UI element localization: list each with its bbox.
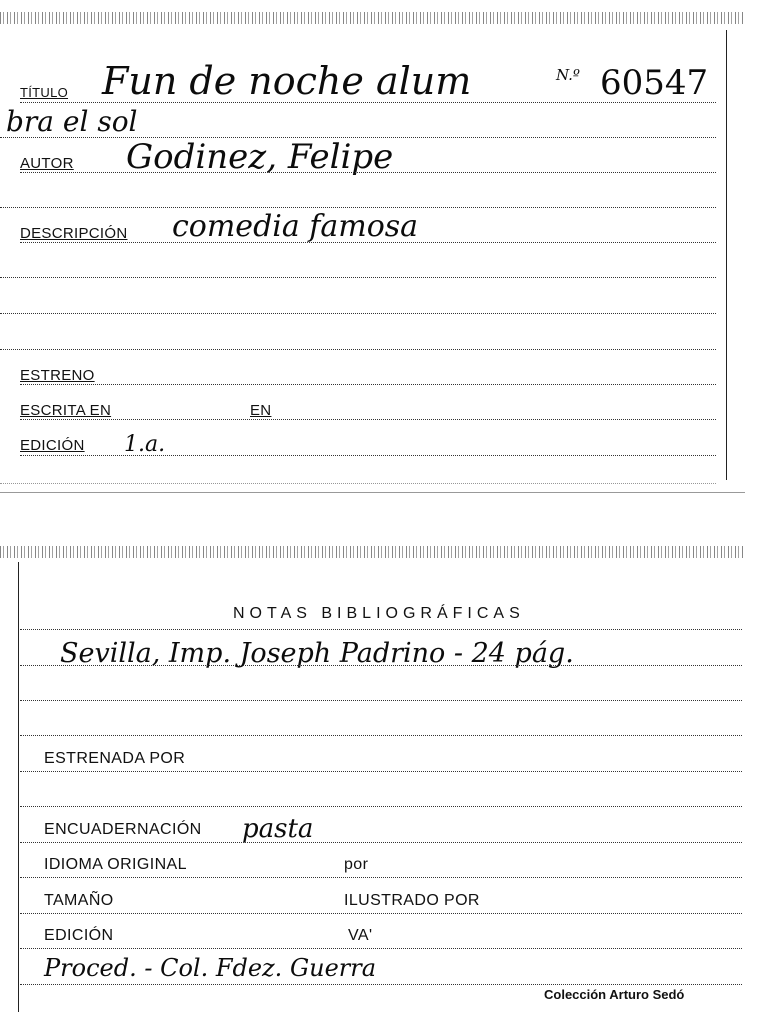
autor-line [20, 172, 716, 173]
proced-value: Proced. - Col. Fdez. Guerra [44, 954, 377, 982]
escrita-en-line [20, 419, 716, 420]
notas-value: Sevilla, Imp. Joseph Padrino - 24 pág. [60, 638, 574, 669]
edicion-label: EDICIÓN [20, 437, 85, 454]
edicion-value: 1.a. [124, 432, 166, 457]
titulo-label: TÍTULO [20, 85, 69, 100]
blank-line-2 [0, 277, 716, 278]
edicion-line [20, 455, 716, 456]
autor-value: Godinez, Felipe [126, 137, 394, 177]
edicion2-line [20, 948, 742, 949]
titulo-value: Fun de noche alum [102, 59, 472, 103]
notas-line-1 [20, 629, 742, 630]
por-label: por [344, 856, 369, 873]
idioma-original-label: IDIOMA ORIGINAL [44, 856, 187, 873]
titulo-value-line2: bra el sol [6, 105, 138, 138]
tamano-line [20, 913, 742, 914]
escrita-en-label: ESCRITA EN [20, 402, 112, 419]
edicion2-label: EDICIÓN [44, 927, 114, 944]
tamano-label: TAMAÑO [44, 892, 114, 909]
notas-line-4 [20, 735, 742, 736]
card-bottom-edge [0, 546, 745, 558]
card-bottom-left-border [18, 562, 19, 1012]
encuadernacion-label: ENCUADERNACIÓN [44, 821, 202, 838]
estreno-line [20, 384, 716, 385]
descripcion-value: comedia famosa [172, 209, 419, 244]
encuadernacion-value: pasta [242, 814, 314, 844]
card-top-bottom-line [0, 483, 716, 484]
encuadernacion-line [20, 842, 742, 843]
en-label: EN [250, 402, 272, 419]
idioma-line [20, 877, 742, 878]
va-label: VA' [348, 927, 373, 944]
card-top-right-border [726, 30, 727, 480]
notas-line-3 [20, 700, 742, 701]
estrenada-por-line [20, 771, 742, 772]
descripcion-line [20, 242, 716, 243]
coleccion-footer: Colección Arturo Sedó [544, 987, 685, 1002]
blank-line-3 [0, 313, 716, 314]
autor-label: AUTOR [20, 155, 74, 172]
notas-heading: NOTAS BIBLIOGRÁFICAS [233, 605, 525, 622]
ilustrado-por-label: ILUSTRADO POR [344, 892, 480, 909]
estreno-label: ESTRENO [20, 367, 95, 384]
proced-line [20, 984, 742, 985]
notas-line-2 [20, 665, 742, 666]
descripcion-label: DESCRIPCIÓN [20, 225, 128, 242]
estrenada-por-label: ESTRENADA POR [44, 750, 186, 767]
numero-prefix: N.º [556, 66, 580, 84]
card-top-edge [0, 12, 745, 24]
blank-line-4 [0, 349, 716, 350]
card-separator [0, 492, 745, 493]
titulo-line [20, 102, 716, 103]
blank-line-1 [0, 207, 716, 208]
numero-value: 60547 [600, 63, 709, 103]
blank-line-5 [20, 806, 742, 807]
